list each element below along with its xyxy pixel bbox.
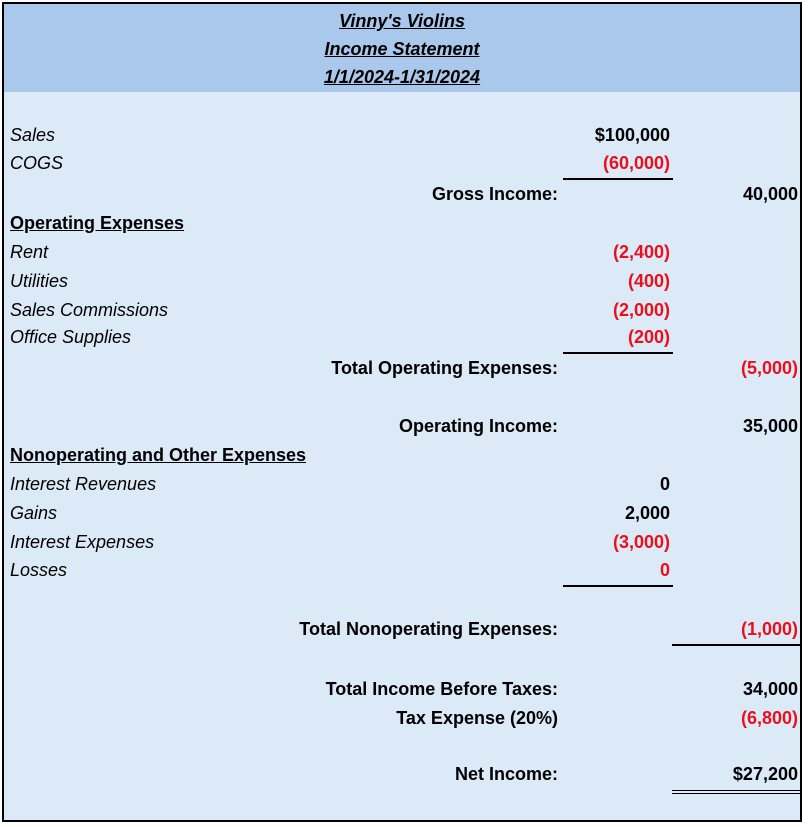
statement-header (4, 4, 800, 92)
tax-expense-label: Tax Expense (20%) (396, 708, 558, 728)
interest-expenses-value: (3,000) (612, 532, 670, 552)
total-operating-expenses-label: Total Operating Expenses: (331, 358, 558, 378)
cogs-value: (60,000) (602, 153, 670, 173)
office-supplies-value: (200) (627, 327, 670, 347)
total-nonoperating-label: Total Nonoperating Expenses: (299, 619, 558, 639)
sales-commissions-label: Sales Commissions (10, 300, 169, 320)
operating-expenses-heading: Operating Expenses (10, 213, 185, 233)
rent-label: Rent (10, 242, 49, 262)
gross-income-value: 40,000 (742, 184, 798, 204)
rent-value: (2,400) (612, 242, 670, 262)
total-operating-expenses-value: (5,000) (740, 358, 798, 378)
income-statement (2, 2, 802, 822)
utilities-value: (400) (627, 271, 670, 291)
interest-revenues-label: Interest Revenues (10, 474, 157, 494)
sales-value: $100,000 (594, 125, 670, 145)
nonoperating-underline (563, 585, 673, 587)
sales-label: Sales (10, 125, 56, 145)
gains-value: 2,000 (624, 503, 670, 523)
income-before-taxes-label: Total Income Before Taxes: (325, 679, 558, 699)
utilities-label: Utilities (10, 271, 69, 291)
operating-income-value: 35,000 (742, 416, 798, 436)
total-nonoperating-value: (1,000) (740, 619, 798, 639)
statement-period: 1/1/2024-1/31/2024 (323, 67, 481, 87)
interest-expenses-label: Interest Expenses (10, 532, 155, 552)
cogs-underline (563, 178, 673, 180)
losses-value: 0 (659, 560, 670, 580)
net-income-label: Net Income: (454, 764, 558, 784)
net-income-double-underline (672, 790, 802, 794)
sales-commissions-value: (2,000) (612, 300, 670, 320)
nonoperating-heading: Nonoperating and Other Expenses (10, 445, 307, 465)
cogs-label: COGS (10, 153, 64, 173)
operating-income-label: Operating Income: (398, 416, 558, 436)
interest-revenues-value: 0 (659, 474, 670, 494)
income-before-taxes-value: 34,000 (742, 679, 798, 699)
office-supplies-label: Office Supplies (10, 327, 132, 347)
net-income-value: $27,200 (732, 764, 798, 784)
tax-expense-value: (6,800) (740, 708, 798, 728)
gains-label: Gains (10, 503, 58, 523)
losses-label: Losses (10, 560, 68, 580)
company-name: Vinny's Violins (339, 11, 465, 31)
operating-underline (563, 352, 673, 354)
nonoperating-total-underline (672, 644, 802, 646)
statement-title: Income Statement (324, 39, 480, 59)
gross-income-label: Gross Income: (431, 184, 558, 204)
